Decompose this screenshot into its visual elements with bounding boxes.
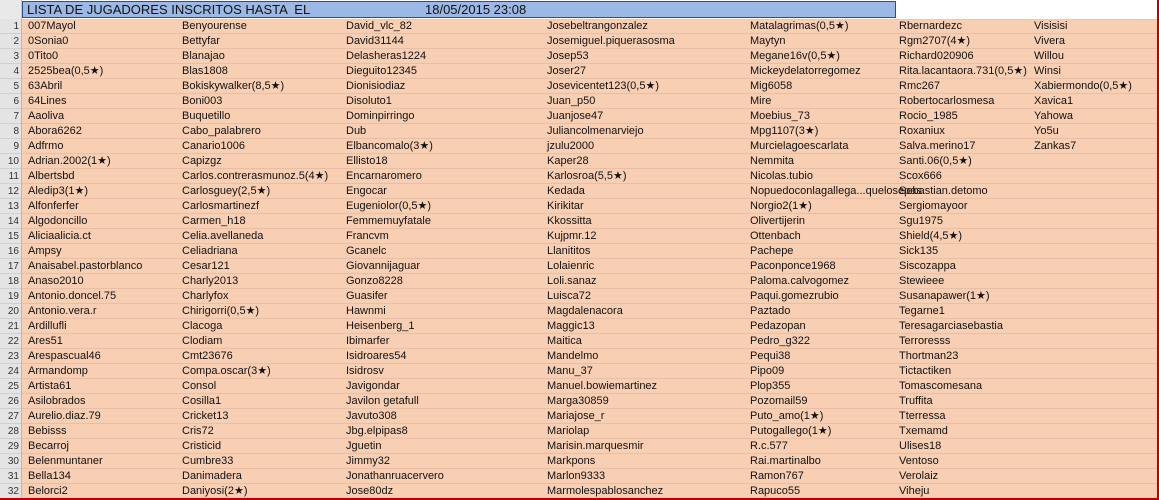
player-cell[interactable]: Robertocarlosmesa: [899, 95, 995, 107]
player-cell[interactable]: Norgio2(1★): [750, 200, 812, 212]
player-cell[interactable]: Cristicid: [182, 440, 222, 452]
player-cell[interactable]: [1034, 469, 1153, 484]
player-cell[interactable]: Algodoncillo: [28, 215, 88, 227]
player-cell[interactable]: Engocar: [346, 185, 387, 197]
player-cell[interactable]: Bettyfar: [182, 35, 220, 47]
player-cell[interactable]: 007Mayol: [28, 20, 76, 32]
player-cell[interactable]: Ellisto18: [346, 155, 388, 167]
row-number[interactable]: 25: [0, 379, 21, 394]
row-number[interactable]: 20: [0, 304, 21, 319]
player-cell[interactable]: [1034, 349, 1153, 364]
player-cell[interactable]: [1034, 439, 1153, 454]
table-row: [22, 79, 1157, 94]
player-cell[interactable]: jzulu2000: [547, 140, 595, 152]
player-cell[interactable]: Anaso2010: [28, 275, 84, 287]
player-cell[interactable]: Chirigorri(0,5★): [182, 305, 260, 317]
player-cell[interactable]: Jbg.elpipas8: [346, 425, 408, 437]
player-cell[interactable]: Celia.avellaneda: [182, 230, 264, 242]
player-cell[interactable]: Francvm: [346, 230, 389, 242]
player-cell[interactable]: Boni003: [182, 95, 223, 107]
row-number[interactable]: 15: [0, 229, 21, 244]
table-row: [22, 424, 1157, 439]
player-cell[interactable]: Winsi: [1034, 65, 1061, 77]
row-number[interactable]: 32: [0, 484, 21, 499]
player-cell[interactable]: Encarnaromero: [346, 170, 422, 182]
player-cell[interactable]: Charly2013: [182, 275, 239, 287]
row-number[interactable]: 11: [0, 169, 21, 184]
row-number[interactable]: 9: [0, 139, 21, 154]
row-number[interactable]: 29: [0, 439, 21, 454]
player-cell[interactable]: Mire: [750, 95, 772, 107]
player-cell[interactable]: [1034, 289, 1153, 304]
player-cell[interactable]: Buquetillo: [182, 110, 231, 122]
row-number[interactable]: 26: [0, 394, 21, 409]
player-cell[interactable]: Celiadriana: [182, 245, 238, 257]
player-cell[interactable]: Marmolespablosanchez: [547, 485, 664, 497]
row-number[interactable]: 12: [0, 184, 21, 199]
player-cell[interactable]: Bebisss: [28, 425, 67, 437]
player-cell[interactable]: Cosilla1: [182, 395, 222, 407]
player-cell[interactable]: Hawnmi: [346, 305, 386, 317]
player-cell[interactable]: [1034, 304, 1153, 319]
player-cell[interactable]: Lolaienric: [547, 260, 595, 272]
player-cell[interactable]: Jose80dz: [346, 485, 394, 497]
player-cell[interactable]: Charlyfox: [182, 290, 229, 302]
player-cell[interactable]: Scox666: [899, 170, 942, 182]
table-row: [22, 229, 1157, 244]
player-cell[interactable]: Nicolas.tubio: [750, 170, 813, 182]
player-cell[interactable]: Yahowa: [1034, 110, 1073, 122]
player-cell[interactable]: Blanajao: [182, 50, 225, 62]
player-cell[interactable]: Cabo_palabrero: [182, 125, 261, 137]
player-cell[interactable]: Alfonferfer: [28, 200, 79, 212]
player-cell[interactable]: Santi.06(0,5★): [899, 155, 972, 167]
row-number[interactable]: 1: [0, 19, 21, 34]
player-cell[interactable]: Kkossitta: [547, 215, 592, 227]
player-cell[interactable]: [1034, 154, 1153, 169]
player-cell[interactable]: Aaoliva: [28, 110, 65, 122]
player-cell[interactable]: Juliancolmenarviejo: [547, 125, 644, 137]
player-cell[interactable]: Armandomp: [28, 365, 88, 377]
player-cell[interactable]: Mandelmo: [547, 350, 599, 362]
table-row: [22, 334, 1157, 349]
player-cell[interactable]: [1034, 409, 1153, 424]
player-cell[interactable]: 2525bea(0,5★): [28, 65, 104, 77]
player-cell[interactable]: Paztado: [750, 305, 791, 317]
player-cell[interactable]: Carlosmartinezf: [182, 200, 260, 212]
player-cell[interactable]: 0Tito0: [28, 50, 59, 62]
spreadsheet-grid: [22, 19, 1157, 499]
row-number[interactable]: 19: [0, 289, 21, 304]
player-cell[interactable]: Rgm2707(4★): [899, 35, 971, 47]
player-cell[interactable]: Ramon767: [750, 470, 804, 482]
player-cell[interactable]: Visisisi: [1034, 20, 1068, 32]
player-cell[interactable]: Zankas7: [1034, 140, 1077, 152]
player-cell[interactable]: Javilon getafull: [346, 395, 419, 407]
player-cell[interactable]: Jimmy32: [346, 455, 391, 467]
player-cell[interactable]: [1034, 199, 1153, 214]
player-cell[interactable]: Truffita: [899, 395, 933, 407]
row-number[interactable]: 10: [0, 154, 21, 169]
player-cell[interactable]: [1034, 364, 1153, 379]
player-cell[interactable]: Kedada: [547, 185, 585, 197]
table-row: [22, 379, 1157, 394]
player-cell[interactable]: Clodiam: [182, 335, 223, 347]
player-cell[interactable]: Eugeniolor(0,5★): [346, 200, 432, 212]
player-cell[interactable]: Cris72: [182, 425, 214, 437]
player-cell[interactable]: Puto_amo(1★): [750, 410, 824, 422]
player-cell[interactable]: Antonio.vera.r: [28, 305, 97, 317]
player-cell[interactable]: Siscozappa: [899, 260, 956, 272]
table-row: [22, 49, 1157, 64]
player-cell[interactable]: Paqui.gomezrubio: [750, 290, 839, 302]
player-cell[interactable]: Heisenberg_1: [346, 320, 415, 332]
row-number[interactable]: 31: [0, 469, 21, 484]
player-cell[interactable]: 64Lines: [28, 95, 67, 107]
player-cell[interactable]: Manuel.bowiemartinez: [547, 380, 658, 392]
player-cell[interactable]: Shield(4,5★): [899, 230, 963, 242]
player-cell[interactable]: Pozomail59: [750, 395, 808, 407]
player-cell[interactable]: Vivera: [1034, 35, 1065, 47]
row-number[interactable]: 24: [0, 364, 21, 379]
player-cell[interactable]: Susanapawer(1★): [899, 290, 990, 302]
player-cell[interactable]: Rapuco55: [750, 485, 801, 497]
player-cell[interactable]: [1034, 424, 1153, 439]
player-cell[interactable]: Disoluto1: [346, 95, 392, 107]
player-cell[interactable]: Megane16v(0,5★): [750, 50, 840, 62]
player-cell[interactable]: Yo5u: [1034, 125, 1059, 137]
player-cell[interactable]: Magdalenacora: [547, 305, 623, 317]
player-cell[interactable]: Daniyosi(2★): [182, 485, 248, 497]
player-cell[interactable]: Dieguito12345: [346, 65, 417, 77]
row-number[interactable]: 6: [0, 94, 21, 109]
player-cell[interactable]: Josevicentet123(0,5★): [547, 80, 659, 92]
table-row: [22, 409, 1157, 424]
row-number[interactable]: 28: [0, 424, 21, 439]
player-cell[interactable]: Pedazopan: [750, 320, 806, 332]
player-cell[interactable]: Antonio.doncel.75: [28, 290, 117, 302]
row-number[interactable]: 22: [0, 334, 21, 349]
player-cell[interactable]: [1034, 394, 1153, 409]
table-row: [22, 484, 1157, 499]
table-row: [22, 274, 1157, 289]
player-cell[interactable]: Tictactiken: [899, 365, 952, 377]
player-cell[interactable]: Becarroj: [28, 440, 69, 452]
table-row: [22, 64, 1157, 79]
player-cell[interactable]: Carmen_h18: [182, 215, 246, 227]
sheet-title-cell[interactable]: [22, 1, 896, 18]
table-row: [22, 289, 1157, 304]
player-cell[interactable]: Rita.lacantaora.731(0,5★): [899, 65, 1027, 77]
player-cell[interactable]: Mariolap: [547, 425, 590, 437]
player-cell[interactable]: Kaper28: [547, 155, 589, 167]
player-cell[interactable]: Murcielagoescarlata: [750, 140, 849, 152]
player-cell[interactable]: Gcanelc: [346, 245, 387, 257]
table-row: [22, 304, 1157, 319]
player-cell[interactable]: Cumbre33: [182, 455, 234, 467]
player-cell[interactable]: Ventoso: [899, 455, 939, 467]
row-number[interactable]: 14: [0, 214, 21, 229]
player-cell[interactable]: [1034, 454, 1153, 469]
table-row: [22, 319, 1157, 334]
player-cell[interactable]: Josep53: [547, 50, 589, 62]
player-cell[interactable]: Anaisabel.pastorblanco: [28, 260, 143, 272]
player-cell[interactable]: Paconponce1968: [750, 260, 836, 272]
table-row: [22, 259, 1157, 274]
player-cell[interactable]: Rai.martinalbo: [750, 455, 821, 467]
player-cell[interactable]: [1034, 244, 1153, 259]
player-cell[interactable]: Kujpmr.12: [547, 230, 597, 242]
player-cell[interactable]: R.c.577: [750, 440, 788, 452]
player-cell[interactable]: Cricket13: [182, 410, 229, 422]
player-cell[interactable]: Terroresss: [899, 335, 951, 347]
player-cell[interactable]: Mig6058: [750, 80, 793, 92]
player-cell[interactable]: [1034, 184, 1153, 199]
table-row: [22, 34, 1157, 49]
player-cell[interactable]: Luisca72: [547, 290, 592, 302]
player-cell[interactable]: Nemmita: [750, 155, 795, 167]
player-cell[interactable]: Marisin.marquesmir: [547, 440, 644, 452]
row-number[interactable]: 4: [0, 64, 21, 79]
player-cell[interactable]: Danimadera: [182, 470, 242, 482]
row-number[interactable]: 8: [0, 124, 21, 139]
player-cell[interactable]: Moebius_73: [750, 110, 810, 122]
player-cell[interactable]: Richard020906: [899, 50, 974, 62]
player-cell[interactable]: Viheju: [899, 485, 930, 497]
player-cell[interactable]: Xabiermondo(0,5★): [1034, 80, 1132, 92]
player-cell[interactable]: Sebastian.detomo: [899, 185, 988, 197]
player-cell[interactable]: Pequi38: [750, 350, 791, 362]
table-row: [22, 394, 1157, 409]
player-cell[interactable]: Isidrosv: [346, 365, 384, 377]
row-number[interactable]: 30: [0, 454, 21, 469]
player-cell[interactable]: Consol: [182, 380, 217, 392]
row-number[interactable]: 5: [0, 79, 21, 94]
player-cell[interactable]: Ardillufli: [28, 320, 67, 332]
player-cell[interactable]: Thortman23: [899, 350, 959, 362]
player-cell[interactable]: [1034, 169, 1153, 184]
player-cell[interactable]: Belenmuntaner: [28, 455, 103, 467]
player-cell[interactable]: Pipo09: [750, 365, 785, 377]
player-cell[interactable]: Asilobrados: [28, 395, 86, 407]
player-cell[interactable]: Mariajose_r: [547, 410, 605, 422]
player-cell[interactable]: Dominpirringo: [346, 110, 415, 122]
table-row: [22, 184, 1157, 199]
player-cell[interactable]: Bella134: [28, 470, 71, 482]
table-row: [22, 154, 1157, 169]
player-cell[interactable]: Teresagarciasebastia: [899, 320, 1003, 332]
row-number[interactable]: 17: [0, 259, 21, 274]
player-cell[interactable]: Aurelio.diaz.79: [28, 410, 101, 422]
player-cell[interactable]: Sgu1975: [899, 215, 944, 227]
player-cell[interactable]: [1034, 259, 1153, 274]
player-cell[interactable]: David_vlc_82: [346, 20, 413, 32]
player-cell[interactable]: Ulises18: [899, 440, 942, 452]
player-cell[interactable]: Maitica: [547, 335, 582, 347]
player-cell[interactable]: [1034, 379, 1153, 394]
sheet-date: 18/05/2015 23:08: [425, 2, 527, 17]
player-cell[interactable]: Capizgz: [182, 155, 222, 167]
player-cell[interactable]: Canario1006: [182, 140, 245, 152]
player-cell[interactable]: Willou: [1034, 50, 1064, 62]
player-cell[interactable]: Pedro_g322: [750, 335, 810, 347]
player-cell[interactable]: Txemamd: [899, 425, 948, 437]
player-cell[interactable]: Josebeltrangonzalez: [547, 20, 648, 32]
row-number[interactable]: 3: [0, 49, 21, 64]
player-cell[interactable]: Cmt23676: [182, 350, 233, 362]
player-cell[interactable]: Plop355: [750, 380, 791, 392]
player-cell[interactable]: Rocio_1985: [899, 110, 958, 122]
player-cell[interactable]: Isidroares54: [346, 350, 407, 362]
player-cell[interactable]: Femmemuyfatale: [346, 215, 431, 227]
player-cell[interactable]: Dub: [346, 125, 367, 137]
player-cell[interactable]: Bokiskywalker(8,5★): [182, 80, 285, 92]
table-row: [22, 109, 1157, 124]
sheet-header-row: [0, 0, 1159, 20]
table-row: [22, 454, 1157, 469]
player-cell[interactable]: Ampsy: [28, 245, 62, 257]
player-cell[interactable]: Sick135: [899, 245, 939, 257]
table-row: [22, 349, 1157, 364]
table-row: [22, 199, 1157, 214]
player-cell[interactable]: Abora6262: [28, 125, 82, 137]
table-row: [22, 469, 1157, 484]
player-cell[interactable]: Albertsbd: [28, 170, 75, 182]
row-number[interactable]: 23: [0, 349, 21, 364]
player-cell[interactable]: Loli.sanaz: [547, 275, 597, 287]
player-cell[interactable]: Olivertijerin: [750, 215, 806, 227]
player-cell[interactable]: Sergiomayoor: [899, 200, 968, 212]
player-cell[interactable]: Marlon9333: [547, 470, 606, 482]
player-cell[interactable]: Nopuedoconlagallega...quelosepas: [750, 185, 922, 197]
table-row: [22, 214, 1157, 229]
player-cell[interactable]: Roxaniux: [899, 125, 945, 137]
player-cell[interactable]: Guasifer: [346, 290, 388, 302]
table-row: [22, 124, 1157, 139]
player-cell[interactable]: Kirikitar: [547, 200, 584, 212]
player-cell[interactable]: Putogallego(1★): [750, 425, 832, 437]
table-row: [22, 19, 1157, 34]
player-cell[interactable]: Verolaiz: [899, 470, 939, 482]
player-cell[interactable]: Joser27: [547, 65, 587, 77]
row-number[interactable]: 27: [0, 409, 21, 424]
player-cell[interactable]: Belorci2: [28, 485, 68, 497]
row-number-column: [0, 19, 22, 499]
row-number[interactable]: 2: [0, 34, 21, 49]
player-cell[interactable]: Maytyn: [750, 35, 786, 47]
player-cell[interactable]: Karlosroa(5,5★): [547, 170, 627, 182]
player-cell[interactable]: Marga30859: [547, 395, 609, 407]
player-cell[interactable]: Mpg1107(3★): [750, 125, 819, 137]
player-cell[interactable]: Xavica1: [1034, 95, 1074, 107]
player-cell[interactable]: [1034, 214, 1153, 229]
player-cell[interactable]: Blas1808: [182, 65, 228, 77]
player-cell[interactable]: 0Sonia0: [28, 35, 69, 47]
player-cell[interactable]: Ibimarfer: [346, 335, 390, 347]
player-cell[interactable]: Javuto308: [346, 410, 397, 422]
player-cell[interactable]: Tomascomesana: [899, 380, 983, 392]
player-cell[interactable]: Elbancomalo(3★): [346, 140, 433, 152]
player-cell[interactable]: Carlosguey(2,5★): [182, 185, 271, 197]
player-cell[interactable]: Aliciaalicia.ct: [28, 230, 91, 242]
player-cell[interactable]: Tegarne1: [899, 305, 945, 317]
player-cell[interactable]: Ottenbach: [750, 230, 801, 242]
player-cell[interactable]: Juanjose47: [547, 110, 604, 122]
player-cell[interactable]: Maggic13: [547, 320, 595, 332]
player-cell[interactable]: 63Abril: [28, 80, 63, 92]
player-cell[interactable]: Arespascual46: [28, 350, 101, 362]
player-cell[interactable]: [1034, 319, 1153, 334]
player-cell[interactable]: [1034, 274, 1153, 289]
player-cell[interactable]: Cesar121: [182, 260, 230, 272]
player-cell[interactable]: Javigondar: [346, 380, 400, 392]
player-cell[interactable]: Rmc267: [899, 80, 940, 92]
player-cell[interactable]: Aledip3(1★): [28, 185, 89, 197]
player-cell[interactable]: Adrian.2002(1★): [28, 155, 111, 167]
sheet-title: LISTA DE JUGADORES INSCRITOS HASTA EL: [27, 2, 311, 17]
player-cell[interactable]: Clacoga: [182, 320, 223, 332]
player-cell[interactable]: Jguetin: [346, 440, 382, 452]
row-number[interactable]: 16: [0, 244, 21, 259]
row-number[interactable]: 7: [0, 109, 21, 124]
row-number[interactable]: 18: [0, 274, 21, 289]
player-cell[interactable]: Adfrmo: [28, 140, 64, 152]
player-cell[interactable]: Paloma.calvogomez: [750, 275, 850, 287]
player-cell[interactable]: Mickeydelatorregomez: [750, 65, 861, 77]
player-cell[interactable]: Juan_p50: [547, 95, 596, 107]
player-cell[interactable]: [1034, 229, 1153, 244]
player-cell[interactable]: Tterressa: [899, 410, 946, 422]
player-cell[interactable]: Jonathanruacervero: [346, 470, 444, 482]
player-cell[interactable]: [1034, 334, 1153, 349]
player-cell[interactable]: Benyourense: [182, 20, 247, 32]
player-cell[interactable]: Stewieee: [899, 275, 945, 287]
player-cell[interactable]: Ares51: [28, 335, 63, 347]
player-cell[interactable]: Dionisiodiaz: [346, 80, 406, 92]
select-all-corner[interactable]: [0, 0, 22, 19]
player-cell[interactable]: Llanititos: [547, 245, 591, 257]
player-cell[interactable]: Rbernardezc: [899, 20, 962, 32]
player-cell[interactable]: Delasheras1224: [346, 50, 427, 62]
player-cell[interactable]: Salva.merino17: [899, 140, 976, 152]
player-cell[interactable]: Josemiguel.piquerasosma: [547, 35, 675, 47]
row-number[interactable]: 21: [0, 319, 21, 334]
table-row: [22, 244, 1157, 259]
row-number[interactable]: 13: [0, 199, 21, 214]
table-row: [22, 169, 1157, 184]
table-row: [22, 439, 1157, 454]
table-row: [22, 94, 1157, 109]
player-cell[interactable]: Gonzo8228: [346, 275, 403, 287]
player-cell[interactable]: David31144: [346, 35, 404, 47]
player-cell[interactable]: Manu_37: [547, 365, 593, 377]
player-cell[interactable]: Artista61: [28, 380, 72, 392]
player-cell[interactable]: Matalagrimas(0,5★): [750, 20, 849, 32]
player-cell[interactable]: Pachepe: [750, 245, 794, 257]
player-cell[interactable]: Carlos.contrerasmunoz.5(4★): [182, 170, 329, 182]
player-cell[interactable]: Giovannijaguar: [346, 260, 420, 272]
player-cell[interactable]: Compa.oscar(3★): [182, 365, 271, 377]
player-cell[interactable]: Markpons: [547, 455, 596, 467]
player-cell[interactable]: [1034, 484, 1153, 499]
table-row: [22, 364, 1157, 379]
table-row: [22, 139, 1157, 154]
